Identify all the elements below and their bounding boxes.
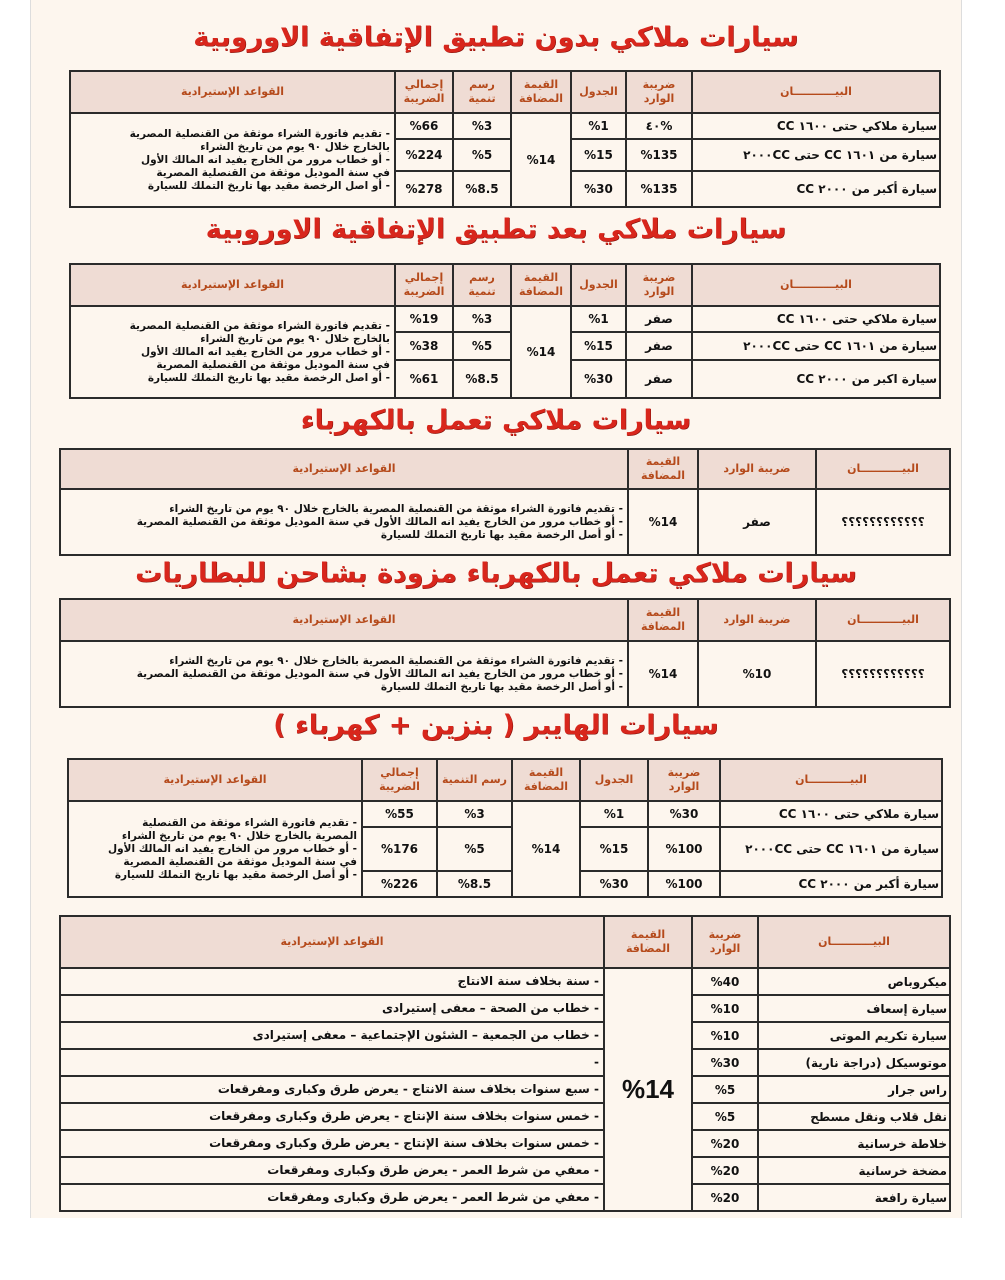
header-vat: القيمة المضافة — [604, 916, 692, 968]
row-import: صفر — [626, 306, 692, 332]
table-row — [70, 113, 940, 139]
row-import: %20 — [692, 1130, 758, 1157]
row-import: %135 — [626, 171, 692, 207]
row-total: %61 — [395, 360, 453, 398]
header-rules: القواعد الإستيرادية — [60, 599, 628, 641]
rules-cell — [60, 641, 628, 707]
section-1-title: سيارات ملاكي بدون تطبيق الإتفاقية الاوروبية — [193, 22, 799, 53]
row-desc: ميكروباص — [758, 968, 950, 995]
rules-cell — [60, 489, 628, 555]
row-import: %٤٠ — [626, 113, 692, 139]
header-total: إجمالي الضريبة — [395, 264, 453, 306]
header-vat: القيمة المضافة — [512, 759, 580, 801]
row-rule: - — [60, 1049, 604, 1076]
row-import: %100 — [648, 827, 720, 871]
table-row — [68, 801, 942, 827]
row-rule: - خطاب من الصحة – معفى إستيرادى — [60, 995, 604, 1022]
section-5-title: سيارات الهايبر ( بنزين + كهرباء ) — [273, 710, 719, 741]
row-total: %66 — [395, 113, 453, 139]
row-import: %30 — [648, 801, 720, 827]
rule-line: - أو خطاب مرور من الخارج يفيد انه المالك الأول في سنة الموديل موثقة من القنصلية المصرية — [136, 515, 623, 528]
section-3-table — [59, 448, 951, 556]
vat-cell: %14 — [511, 306, 571, 398]
header-rules: القواعد الإستيرادية — [70, 71, 395, 113]
row-import: %5 — [692, 1076, 758, 1103]
header-desc: البيـــــــــــان — [816, 449, 950, 489]
rule-line: - أو أصل الرخصة مقيد بها تاريخ التملك للسيارة — [380, 528, 623, 541]
row-import: %10 — [692, 995, 758, 1022]
rule-line: - أو أصل الرخصة مقيد بها تاريخ التملك للسيارة — [380, 680, 623, 693]
row-desc: سيارة رافعة — [758, 1184, 950, 1211]
row-import: %10 — [698, 641, 816, 707]
row-table: %1 — [580, 801, 648, 827]
row-desc: سيارة من ١٦٠١ CC حتى ٢٠٠٠CC — [720, 827, 942, 871]
row-import: %10 — [692, 1022, 758, 1049]
row-desc: راس جرار — [758, 1076, 950, 1103]
row-dev: %5 — [453, 332, 511, 360]
table-row — [60, 1184, 950, 1211]
row-rule: - خطاب من الجمعية – الشئون الإجتماعية – معفى إستيرادى — [60, 1022, 604, 1049]
rule-line: بالخارج خلال ٩٠ يوم من تاريخ الشراء — [200, 332, 390, 345]
row-total: %19 — [395, 306, 453, 332]
row-desc: سيارة إسعاف — [758, 995, 950, 1022]
row-rule: - معفي من شرط العمر - يعرض طرق وكبارى ومفرقعات — [60, 1157, 604, 1184]
rule-line: في سنة الموديل موثقة من القنصلية المصرية — [156, 166, 390, 179]
rule-line: - أو اصل الرخصة مقيد بها تاريخ التملك للسيارة — [147, 179, 390, 192]
row-desc: سيارة من ١٦٠١ CC حتى ٢٠٠٠CC — [692, 139, 940, 171]
rule-line: - أو خطاب مرور من الخارج يفيد انه المالك الأول — [141, 345, 390, 358]
rule-line: - تقديم فاتورة الشراء موثقة من القنصلية — [142, 816, 357, 829]
header-desc: البيـــــــــــان — [816, 599, 950, 641]
header-desc: البيـــــــــــان — [720, 759, 942, 801]
header-import-tax: ضريبة الوارد — [698, 599, 816, 641]
rule-line: - أو اصل الرخصة مقيد بها تاريخ التملك للسيارة — [147, 371, 390, 384]
header-rules: القواعد الإستيرادية — [70, 264, 395, 306]
row-import: %135 — [626, 139, 692, 171]
row-import: صفر — [626, 332, 692, 360]
row-import: %20 — [692, 1157, 758, 1184]
row-desc: نقل قلاب ونقل مسطح — [758, 1103, 950, 1130]
row-total: %278 — [395, 171, 453, 207]
section-2-title: سيارات ملاكي بعد تطبيق الإتفاقية الاوروبية — [205, 214, 787, 245]
header-vat: القيمة المضافة — [628, 599, 698, 641]
row-total: %55 — [362, 801, 437, 827]
row-import: %40 — [692, 968, 758, 995]
row-desc: سيارة تكريم الموتى — [758, 1022, 950, 1049]
row-table: %30 — [580, 871, 648, 897]
row-table: %30 — [571, 360, 626, 398]
header-rules: القواعد الإستيرادية — [68, 759, 362, 801]
row-dev: %3 — [437, 801, 512, 827]
document-sheet — [30, 0, 962, 1218]
table-row — [60, 641, 950, 707]
header-total: إجمالي الضريبة — [362, 759, 437, 801]
table-row — [60, 1130, 950, 1157]
row-rule: - خمس سنوات بخلاف سنة الإنتاج - يعرض طرق وكبارى ومفرقعات — [60, 1103, 604, 1130]
section-6-table — [59, 915, 951, 1212]
row-import: صفر — [626, 360, 692, 398]
section-5-table — [67, 758, 943, 898]
section-1-table — [69, 70, 941, 208]
rule-line: - تقديم فاتورة الشراء موثقة من القنصلية المصرية بالخارج خلال ٩٠ يوم من تاريخ الشراء — [169, 654, 623, 667]
row-import: %5 — [692, 1103, 758, 1130]
header-import-tax: ضريبة الوارد — [648, 759, 720, 801]
rules-cell — [70, 306, 395, 398]
row-rule: - معفي من شرط العمر - يعرض طرق وكبارى ومفرقعات — [60, 1184, 604, 1211]
row-rule: - سبع سنوات بخلاف سنة الانتاج - يعرض طرق وكبارى ومفرقعات — [60, 1076, 604, 1103]
row-total: %38 — [395, 332, 453, 360]
header-import-tax: ضريبة الوارد — [626, 71, 692, 113]
row-total: %176 — [362, 827, 437, 871]
rule-line: - تقديم فاتورة الشراء موثقة من القنصلية المصرية بالخارج خلال ٩٠ يوم من تاريخ الشراء — [169, 502, 623, 515]
row-total: %224 — [395, 139, 453, 171]
row-dev: %8.5 — [437, 871, 512, 897]
row-dev: %3 — [453, 113, 511, 139]
row-table: %15 — [571, 139, 626, 171]
vat-cell: %14 — [512, 801, 580, 897]
table-row — [60, 1049, 950, 1076]
vat-cell: %14 — [604, 968, 692, 1211]
header-vat: القيمة المضافة — [628, 449, 698, 489]
rule-line: بالخارج خلال ٩٠ يوم من تاريخ الشراء — [200, 140, 390, 153]
table-row — [60, 489, 950, 555]
row-desc: خلاطة خرسانية — [758, 1130, 950, 1157]
row-import: %30 — [692, 1049, 758, 1076]
header-table: الجدول — [571, 71, 626, 113]
header-dev-fee: رسم تنمية — [453, 264, 511, 306]
header-table: الجدول — [580, 759, 648, 801]
section-2-table — [69, 263, 941, 399]
header-vat: القيمة المضافة — [511, 71, 571, 113]
table-row — [60, 1022, 950, 1049]
row-dev: %5 — [453, 139, 511, 171]
header-desc: البيـــــــــــان — [758, 916, 950, 968]
table-row — [60, 995, 950, 1022]
header-import-tax: ضريبة الوارد — [626, 264, 692, 306]
row-desc: سيارة ملاكي حتى ١٦٠٠ CC — [692, 113, 940, 139]
row-rule: - خمس سنوات بخلاف سنة الإنتاج - يعرض طرق وكبارى ومفرقعات — [60, 1130, 604, 1157]
header-desc: البيـــــــــــان — [692, 264, 940, 306]
header-vat: القيمة المضافة — [511, 264, 571, 306]
row-desc: سيارة ملاكي حتى ١٦٠٠ CC — [692, 306, 940, 332]
header-rules: القواعد الإستيرادية — [60, 449, 628, 489]
row-dev: %5 — [437, 827, 512, 871]
row-desc: سيارة أكبر من ٢٠٠٠ CC — [720, 871, 942, 897]
row-desc: ؟؟؟؟؟؟؟؟؟؟؟؟ — [816, 641, 950, 707]
row-table: %1 — [571, 306, 626, 332]
section-4-table — [59, 598, 951, 708]
row-desc: سيارة اكبر من ٢٠٠٠ CC — [692, 360, 940, 398]
row-dev: %8.5 — [453, 171, 511, 207]
row-desc: موتوسيكل (دراجة نارية) — [758, 1049, 950, 1076]
row-table: %1 — [571, 113, 626, 139]
row-table: %15 — [571, 332, 626, 360]
header-import-tax: ضريبة الوارد — [698, 449, 816, 489]
row-import: %100 — [648, 871, 720, 897]
rule-line: المصرية بالخارج خلال ٩٠ يوم من تاريخ الشراء — [121, 829, 357, 842]
table-row — [60, 1103, 950, 1130]
row-table: %30 — [571, 171, 626, 207]
vat-cell: %14 — [511, 113, 571, 207]
table-row — [60, 968, 950, 995]
rules-cell — [68, 801, 362, 897]
header-desc: البيـــــــــــان — [692, 71, 940, 113]
row-import: صفر — [698, 489, 816, 555]
row-desc: ؟؟؟؟؟؟؟؟؟؟؟؟ — [816, 489, 950, 555]
row-desc: مضخة خرسانية — [758, 1157, 950, 1184]
table-row — [60, 1157, 950, 1184]
rule-line: - أو خطاب مرور من الخارج يفيد انه المالك الأول — [141, 153, 390, 166]
rule-line: - تقديم فاتورة الشراء موثقة من القنصلية المصرية — [129, 319, 390, 332]
rule-line: - تقديم فاتورة الشراء موثقة من القنصلية المصرية — [129, 127, 390, 140]
rule-line: في سنة الموديل موثقة من القنصلية المصرية — [156, 358, 390, 371]
section-4-title: سيارات ملاكي تعمل بالكهرباء مزودة بشاحن للبطاريات — [135, 558, 857, 589]
vat-cell: %14 — [628, 641, 698, 707]
header-total: إجمالي الضريبة — [395, 71, 453, 113]
table-row — [60, 1076, 950, 1103]
row-import: %20 — [692, 1184, 758, 1211]
row-rule: - سنة بخلاف سنة الانتاج — [60, 968, 604, 995]
vat-cell: %14 — [628, 489, 698, 555]
header-table: الجدول — [571, 264, 626, 306]
row-desc: سيارة أكبر من ٢٠٠٠ CC — [692, 171, 940, 207]
header-import-tax: ضريبة الوارد — [692, 916, 758, 968]
rule-line: - أو أصل الرخصة مقيد بها تاريخ التملك للسيارة — [114, 868, 357, 881]
header-dev-fee: رسم تنمية — [453, 71, 511, 113]
row-desc: سيارة من ١٦٠١ CC حتى ٢٠٠٠CC — [692, 332, 940, 360]
rule-line: في سنة الموديل موثقة من القنصلية المصرية — [123, 855, 357, 868]
row-dev: %8.5 — [453, 360, 511, 398]
row-table: %15 — [580, 827, 648, 871]
section-3-title: سيارات ملاكي تعمل بالكهرباء — [300, 405, 692, 436]
row-desc: سيارة ملاكي حتى ١٦٠٠ CC — [720, 801, 942, 827]
row-total: %226 — [362, 871, 437, 897]
rule-line: - أو خطاب مرور من الخارج يفيد انه المالك الأول — [108, 842, 357, 855]
rule-line: - أو خطاب مرور من الخارج يفيد انه المالك الأول في سنة الموديل موثقة من القنصلية المصرية — [136, 667, 623, 680]
table-row — [70, 306, 940, 332]
row-dev: %3 — [453, 306, 511, 332]
header-dev-fee: رسم التنمية — [437, 759, 512, 801]
rules-cell — [70, 113, 395, 207]
header-rules: القواعد الإستيرادية — [60, 916, 604, 968]
